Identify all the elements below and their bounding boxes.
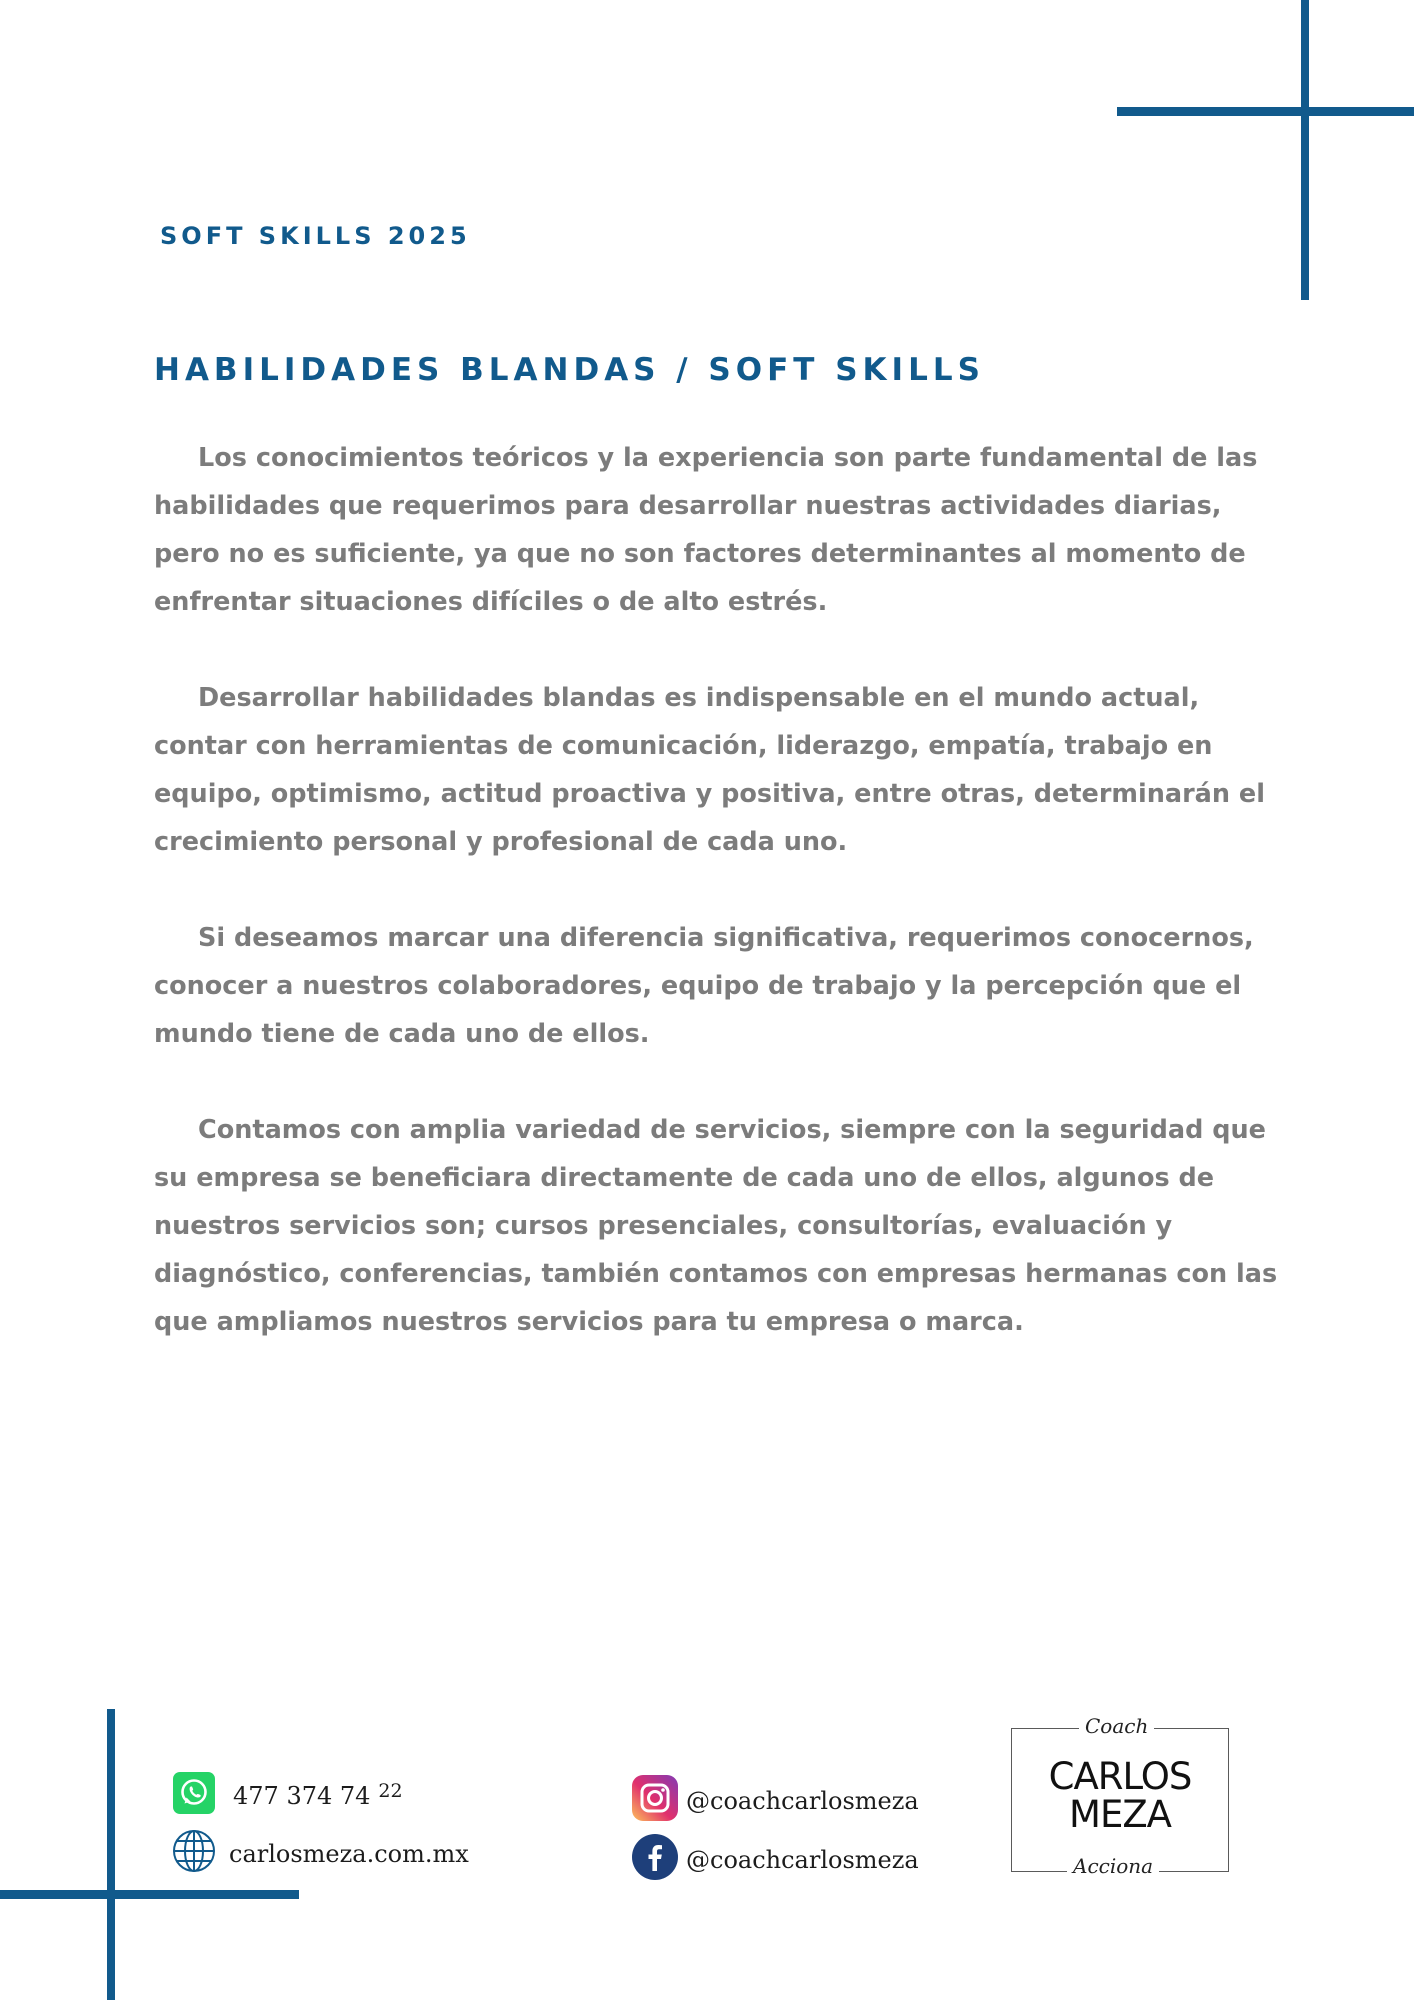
logo-bottom-script: Acciona (1067, 1854, 1159, 1878)
paragraph: Desarrollar habilidades blandas es indispensable en el mundo actual, contar con herramientas de comunicación, liderazgo, empatía, trabajo en equipo, optimismo, actitud proactiva y positiva, entre otras, determinarán el crecimiento personal y profesional de cada uno. (154, 683, 1265, 857)
bottom-left-vertical-line (107, 1709, 115, 2000)
website-contact[interactable] (171, 1828, 469, 1880)
instagram-icon (632, 1775, 678, 1827)
phone-number: 477 374 74 (233, 1782, 371, 1810)
whatsapp-icon (173, 1772, 215, 1820)
logo-name-line1: CARLOS (1048, 1755, 1192, 1798)
logo-name-line2: MEZA (1069, 1793, 1171, 1836)
bottom-left-horizontal-line (0, 1890, 299, 1899)
phone-contact[interactable] (173, 1772, 403, 1820)
logo-top-script: Coach (1079, 1714, 1154, 1738)
facebook-contact[interactable] (632, 1834, 919, 1886)
page-title: HABILIDADES BLANDAS / SOFT SKILLS (154, 352, 985, 388)
body-text (154, 434, 1294, 1394)
paragraph: Si deseamos marcar una diferencia significativa, requerimos conocernos, conocer a nuestros colaboradores, equipo de trabajo y la percepción que el mundo tiene de cada uno de ellos. (154, 923, 1254, 1049)
document-label: SOFT SKILLS 2025 (160, 222, 471, 250)
top-right-horizontal-line (1117, 107, 1414, 116)
top-right-vertical-line (1301, 0, 1309, 300)
globe-icon (171, 1828, 217, 1880)
paragraph: Los conocimientos teóricos y la experiencia son parte fundamental de las habilidades que requerimos para desarrollar nuestras actividades diarias, pero no es suficiente, ya que no son factores determinantes al momento de enfrentar situaciones difíciles o de alto estrés. (154, 443, 1258, 617)
facebook-handle[interactable]: @coachcarlosmeza (686, 1846, 919, 1874)
paragraph: Contamos con amplia variedad de servicios, siempre con la seguridad que su empresa se beneficiara directamente de cada uno de ellos, algunos de nuestros servicios son; cursos presenciales, consultorías, evaluación y diagnóstico, conferencias, también contamos con empresas hermanas con las que ampliamos nuestros servicios para tu empresa o marca. (154, 1115, 1278, 1337)
instagram-handle[interactable]: @coachcarlosmeza (686, 1787, 919, 1815)
phone-number-suffix: 22 (378, 1780, 403, 1802)
website-link[interactable]: carlosmeza.com.mx (229, 1840, 469, 1868)
coach-carlos-meza-logo (1011, 1702, 1229, 1878)
instagram-contact[interactable] (632, 1775, 919, 1827)
facebook-icon (632, 1834, 678, 1886)
